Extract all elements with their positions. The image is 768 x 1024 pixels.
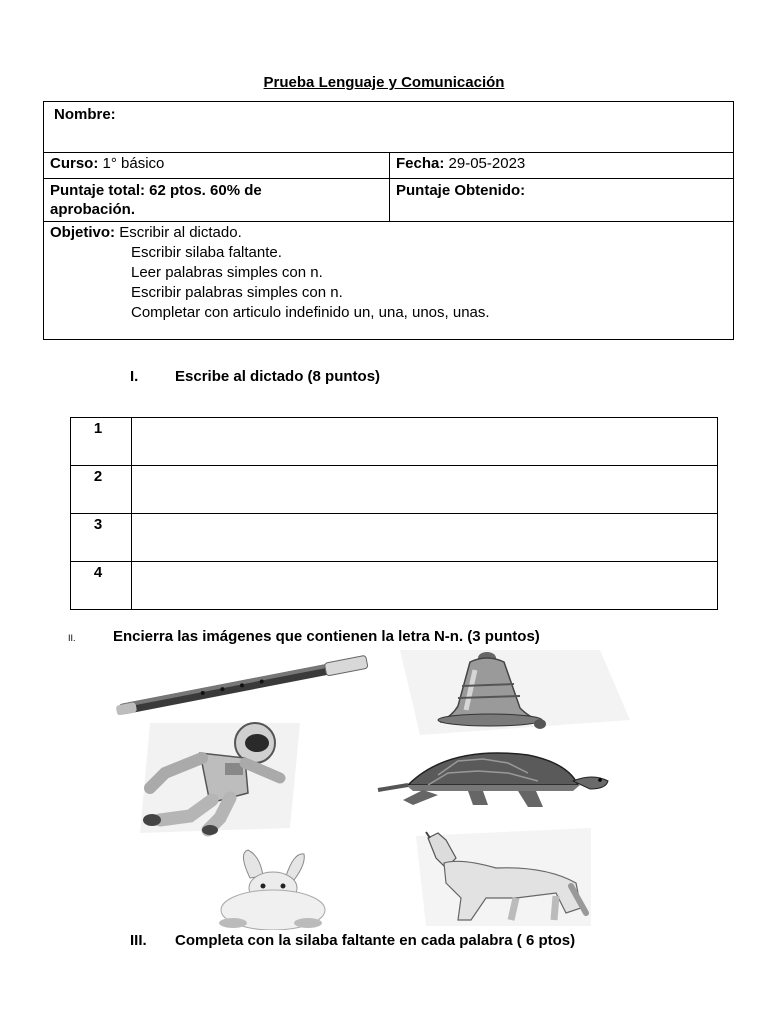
nombre-field[interactable]	[44, 102, 734, 153]
dictation-answer-field[interactable]	[132, 418, 718, 466]
dictation-answer-field[interactable]	[132, 466, 718, 514]
student-info-table	[43, 101, 734, 340]
table-row	[71, 562, 718, 610]
section-title: Escribe al dictado (8 puntos)	[175, 368, 381, 385]
row-number: 3	[93, 516, 103, 533]
row-number: 1	[93, 420, 103, 437]
section-number: II.	[68, 633, 76, 643]
section-number: I.	[130, 368, 139, 385]
objetivo-item: Leer palabras simples con n.	[131, 264, 323, 281]
table-row	[71, 514, 718, 562]
dictation-answer-field[interactable]	[132, 562, 718, 610]
astronaut-image[interactable]	[130, 718, 305, 838]
nombre-label: Nombre:	[54, 106, 116, 123]
wolf-image[interactable]	[416, 828, 591, 926]
table-row	[71, 418, 718, 466]
row-number: 2	[93, 468, 103, 485]
section-3-heading	[130, 932, 575, 949]
fecha-value: 29-05-2023	[444, 155, 526, 172]
objetivo-item: Escribir al dictado.	[119, 224, 242, 241]
section-2-heading	[68, 628, 540, 645]
flute-image[interactable]	[112, 655, 377, 715]
fecha-label: Fecha:	[396, 155, 445, 172]
puntaje-obtenido-field[interactable]	[390, 179, 734, 222]
table-row	[71, 466, 718, 514]
objetivo-item: Completar con articulo indefinido un, una, unos, unas.	[131, 304, 490, 321]
section-1-heading	[130, 368, 380, 385]
curso-label: Curso:	[50, 155, 99, 172]
objetivo-label: Objetivo:	[50, 224, 116, 241]
objetivo-item: Escribir silaba faltante.	[131, 244, 282, 261]
rabbit-image[interactable]	[208, 848, 333, 930]
dictation-answer-field[interactable]	[132, 514, 718, 562]
dictation-table	[70, 417, 718, 610]
turtle-image[interactable]	[368, 745, 618, 815]
curso-cell	[44, 153, 390, 179]
row-number: 4	[93, 564, 103, 581]
bell-image[interactable]	[400, 650, 630, 735]
objetivo-cell	[44, 222, 734, 340]
document-title: Prueba Lenguaje y Comunicación	[263, 74, 505, 91]
section-number: III.	[130, 932, 147, 949]
puntaje-total-line1: Puntaje total: 62 ptos. 60% de	[50, 182, 262, 199]
objetivo-item: Escribir palabras simples con n.	[131, 284, 343, 301]
section-title: Encierra las imágenes que contienen la letra N-n. (3 puntos)	[113, 628, 540, 645]
fecha-cell	[390, 153, 734, 179]
puntaje-total-line2: aprobación.	[50, 201, 136, 218]
puntaje-total-cell	[44, 179, 390, 222]
section-title: Completa con la silaba faltante en cada palabra ( 6 ptos)	[175, 932, 576, 949]
puntaje-obtenido-label: Puntaje Obtenido:	[396, 182, 526, 199]
curso-value: 1° básico	[98, 155, 165, 172]
